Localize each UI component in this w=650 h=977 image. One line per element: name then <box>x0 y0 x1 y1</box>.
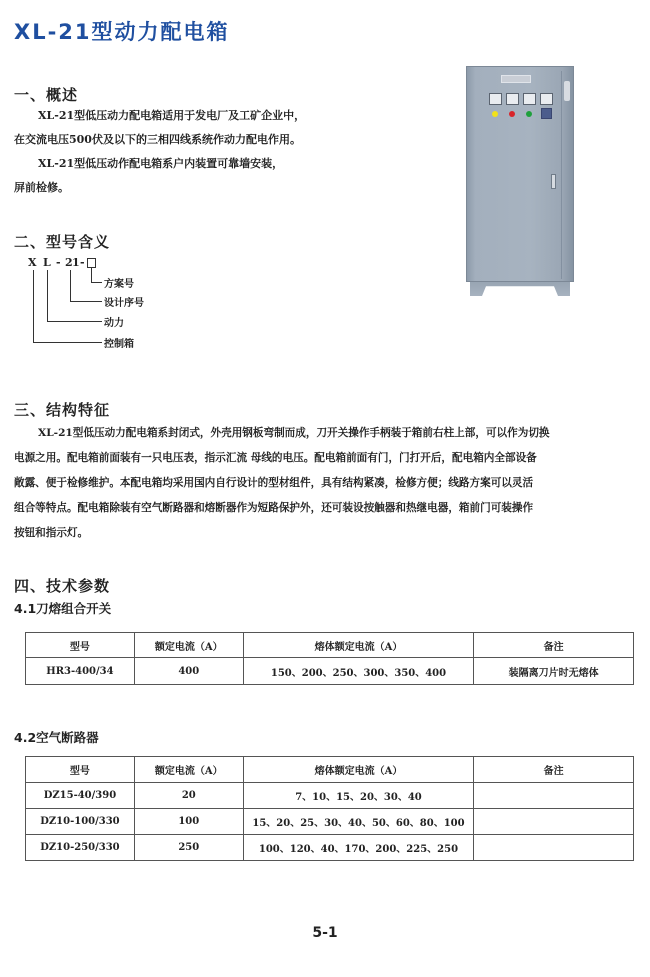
leader-line <box>47 270 48 321</box>
table-header-cell: 熔体额定电流（A） <box>243 633 474 658</box>
model-label-scheme: 方案号 <box>104 279 134 290</box>
scheme-placeholder-box <box>87 258 96 268</box>
section-specs-heading: 四、技术参数 <box>14 577 111 595</box>
table-header-cell: 型号 <box>26 757 135 783</box>
page-title: XL-21型动力配电箱 <box>14 20 230 44</box>
model-char: - <box>56 256 61 269</box>
leader-line <box>91 282 102 283</box>
switch-handle-icon <box>564 81 570 101</box>
product-image-cabinet <box>466 66 574 296</box>
model-char: - <box>80 256 85 269</box>
leader-line <box>70 301 102 302</box>
indicator-light-red-icon <box>509 111 515 117</box>
table-header-row <box>26 633 634 658</box>
table-cell: 100 <box>134 809 243 835</box>
table-row <box>26 809 634 835</box>
leader-line <box>33 270 34 342</box>
structure-line: 电源之用。配电箱前面装有一只电压表，指示汇流 母线的电压。配电箱前面有门，门打开后，配电箱内全部设备 <box>14 452 537 464</box>
gauge-icon <box>506 93 519 105</box>
leader-line <box>47 321 102 322</box>
table-cell: DZ10-100/330 <box>26 809 135 835</box>
section-structure-body <box>14 421 646 546</box>
model-char: 1 <box>72 256 80 269</box>
gauge-icon <box>523 93 536 105</box>
indicator-light-yellow-icon <box>492 111 498 117</box>
table-row <box>26 658 634 685</box>
model-diagram <box>0 0 200 360</box>
cabinet-door-edge <box>561 71 562 279</box>
overview-line: XL-21型低压动力配电箱适用于发电厂及工矿企业中， <box>38 109 306 122</box>
cabinet-body <box>466 66 574 282</box>
spec-table-knife-fuse-switch <box>25 632 634 685</box>
model-char: X <box>28 256 37 269</box>
table-cell <box>474 783 634 809</box>
table-cell: DZ15-40/390 <box>26 783 135 809</box>
overview-line: XL-21型低压动作配电箱系户内装置可靠墙安装， <box>38 157 284 170</box>
table-cell: HR3-400/34 <box>26 658 135 685</box>
table-header-cell: 额定电流（A） <box>134 757 243 783</box>
structure-line: XL-21型低压动力配电箱系封闭式，外壳用钢板弯制而成，刀开关操作手柄装于箱前右柱上部，可以作为切换 <box>38 427 550 439</box>
structure-line: 按钮和指示灯。 <box>14 527 89 539</box>
control-button-icon <box>541 108 552 119</box>
table-cell: 15、20、25、30、40、50、60、80、100 <box>243 809 474 835</box>
table-cell: 20 <box>134 783 243 809</box>
table-cell: 250 <box>134 835 243 861</box>
structure-line: 敞露、便于检修维护。本配电箱均采用国内自行设计的型材组件，具有结构紧凑，检修方便；线路方案可以灵活 <box>14 477 534 489</box>
gauge-icon <box>489 93 502 105</box>
table-header-cell: 额定电流（A） <box>134 633 243 658</box>
table-cell <box>474 835 634 861</box>
table-cell: 100、120、40、170、200、225、250 <box>243 835 474 861</box>
cabinet-nameplate <box>501 75 531 83</box>
leader-line <box>33 342 102 343</box>
overview-line: 屏前检修。 <box>14 181 69 194</box>
table-cell: DZ10-250/330 <box>26 835 135 861</box>
table-cell: 400 <box>134 658 243 685</box>
cabinet-base <box>470 282 570 296</box>
table-cell: 150、200、250、300、350、400 <box>243 658 474 685</box>
indicator-light-green-icon <box>526 111 532 117</box>
table-row <box>26 783 634 809</box>
door-handle-icon <box>551 174 556 189</box>
table-row <box>26 835 634 861</box>
table-cell: 装隔离刀片时无熔体 <box>474 658 634 685</box>
table2-caption: 4.2空气断路器 <box>14 730 99 745</box>
table-header-cell: 备注 <box>474 757 634 783</box>
section-model-heading: 二、型号含义 <box>14 233 111 251</box>
table-header-cell: 备注 <box>474 633 634 658</box>
leader-line <box>91 268 92 282</box>
structure-line: 组合等特点。配电箱除装有空气断路器和熔断器作为短路保护外，还可装设按触器和热继电器，箱前门可装操作 <box>14 502 534 514</box>
table1-caption: 4.1刀熔组合开关 <box>14 601 112 616</box>
table-header-cell: 熔体额定电流（A） <box>243 757 474 783</box>
table-cell: 7、10、15、20、30、40 <box>243 783 474 809</box>
overview-line: 在交流电压500伏及以下的三相四线系统作动力配电作用。 <box>14 133 301 146</box>
section-overview-heading: 一、概述 <box>14 86 79 104</box>
gauge-icon <box>540 93 553 105</box>
table-cell <box>474 809 634 835</box>
spec-table-air-circuit-breaker <box>25 756 634 861</box>
model-char: L <box>43 256 51 269</box>
model-label-design-seq: 设计序号 <box>104 298 144 309</box>
page-number: 5-1 <box>312 925 338 941</box>
model-label-power: 动力 <box>104 318 124 329</box>
table-header-cell: 型号 <box>26 633 135 658</box>
model-char: 2 <box>65 256 73 269</box>
section-structure-heading: 三、结构特征 <box>14 401 111 419</box>
table-header-row <box>26 757 634 783</box>
leader-line <box>70 270 71 301</box>
model-label-control-box: 控制箱 <box>104 339 134 350</box>
